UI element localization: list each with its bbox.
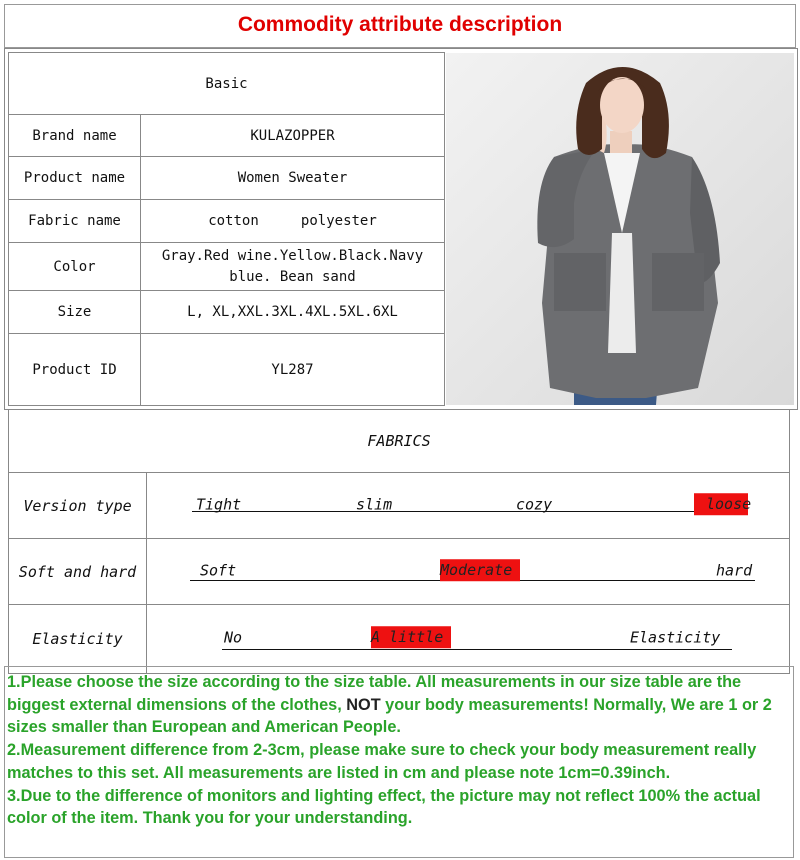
table-row <box>9 157 445 200</box>
product-photo <box>446 53 794 405</box>
soft-and-hard-scale <box>147 539 790 605</box>
basic-attribute-table <box>8 52 445 406</box>
note-1: 1.Please choose the size according to the size table. All measurements in our size table are the biggest external dimensions of the clothes, NOT your body measurements! Normally, We are 1 or 2 sizes smaller than European and American People. <box>7 673 772 737</box>
brand-name-value: KULAZOPPER <box>141 115 445 157</box>
option-slim: slim <box>356 495 393 514</box>
table-row <box>9 539 790 605</box>
version-type-label: Version type <box>9 473 147 539</box>
product-name-value: Women Sweater <box>141 157 445 200</box>
table-row <box>9 473 790 539</box>
option-soft: Soft <box>200 561 237 580</box>
basic-header: Basic <box>9 53 445 115</box>
soft-and-hard-label: Soft and hard <box>9 539 147 605</box>
size-label: Size <box>9 291 141 334</box>
table-row <box>9 243 445 291</box>
note-3: 3.Due to the difference of monitors and lighting effect, the picture may not reflect 100% the actual color of the item. Thank you for your understanding. <box>7 786 761 828</box>
product-id-label: Product ID <box>9 334 141 406</box>
note-2: 2.Measurement difference from 2-3cm, please make sure to check your body measurement really matches to this set. All measurements are listed in cm and please note 1cm=0.39inch. <box>7 741 757 782</box>
table-row <box>9 200 445 243</box>
table-row <box>9 605 790 674</box>
size-value: L, XL,XXL.3XL.4XL.5XL.6XL <box>141 291 445 334</box>
table-row <box>9 291 445 334</box>
table-row <box>9 115 445 157</box>
version-type-scale <box>147 473 790 539</box>
elasticity-scale <box>147 605 790 674</box>
option-hard: hard <box>716 561 753 580</box>
fabrics-table <box>8 409 790 674</box>
option-a-little-selected: A little <box>371 626 451 648</box>
model-image <box>446 53 794 405</box>
title-box <box>4 4 796 48</box>
fabric-name-label: Fabric name <box>9 200 141 243</box>
fabric-name-value: cotton polyester <box>141 200 445 243</box>
option-no: No <box>224 628 243 647</box>
option-tight: Tight <box>196 495 242 514</box>
option-cozy: cozy <box>516 495 553 514</box>
product-id-value: YL287 <box>141 334 445 406</box>
scale-line <box>192 511 748 512</box>
table-row <box>9 334 445 406</box>
option-elasticity: Elasticity <box>630 628 721 647</box>
fabrics-header: FABRICS <box>9 410 790 473</box>
product-name-label: Product name <box>9 157 141 200</box>
color-value: Gray.Red wine.Yellow.Black.Navy blue. Bean sand <box>141 243 445 291</box>
option-loose-selected: loose <box>694 493 748 515</box>
color-label: Color <box>9 243 141 291</box>
option-moderate-selected: Moderate <box>440 559 520 581</box>
page-title: Commodity attribute description <box>237 13 563 36</box>
size-notes <box>4 666 794 858</box>
scale-line <box>222 649 732 650</box>
elasticity-label: Elasticity <box>9 605 147 674</box>
brand-name-label: Brand name <box>9 115 141 157</box>
fabrics-section <box>8 409 790 665</box>
